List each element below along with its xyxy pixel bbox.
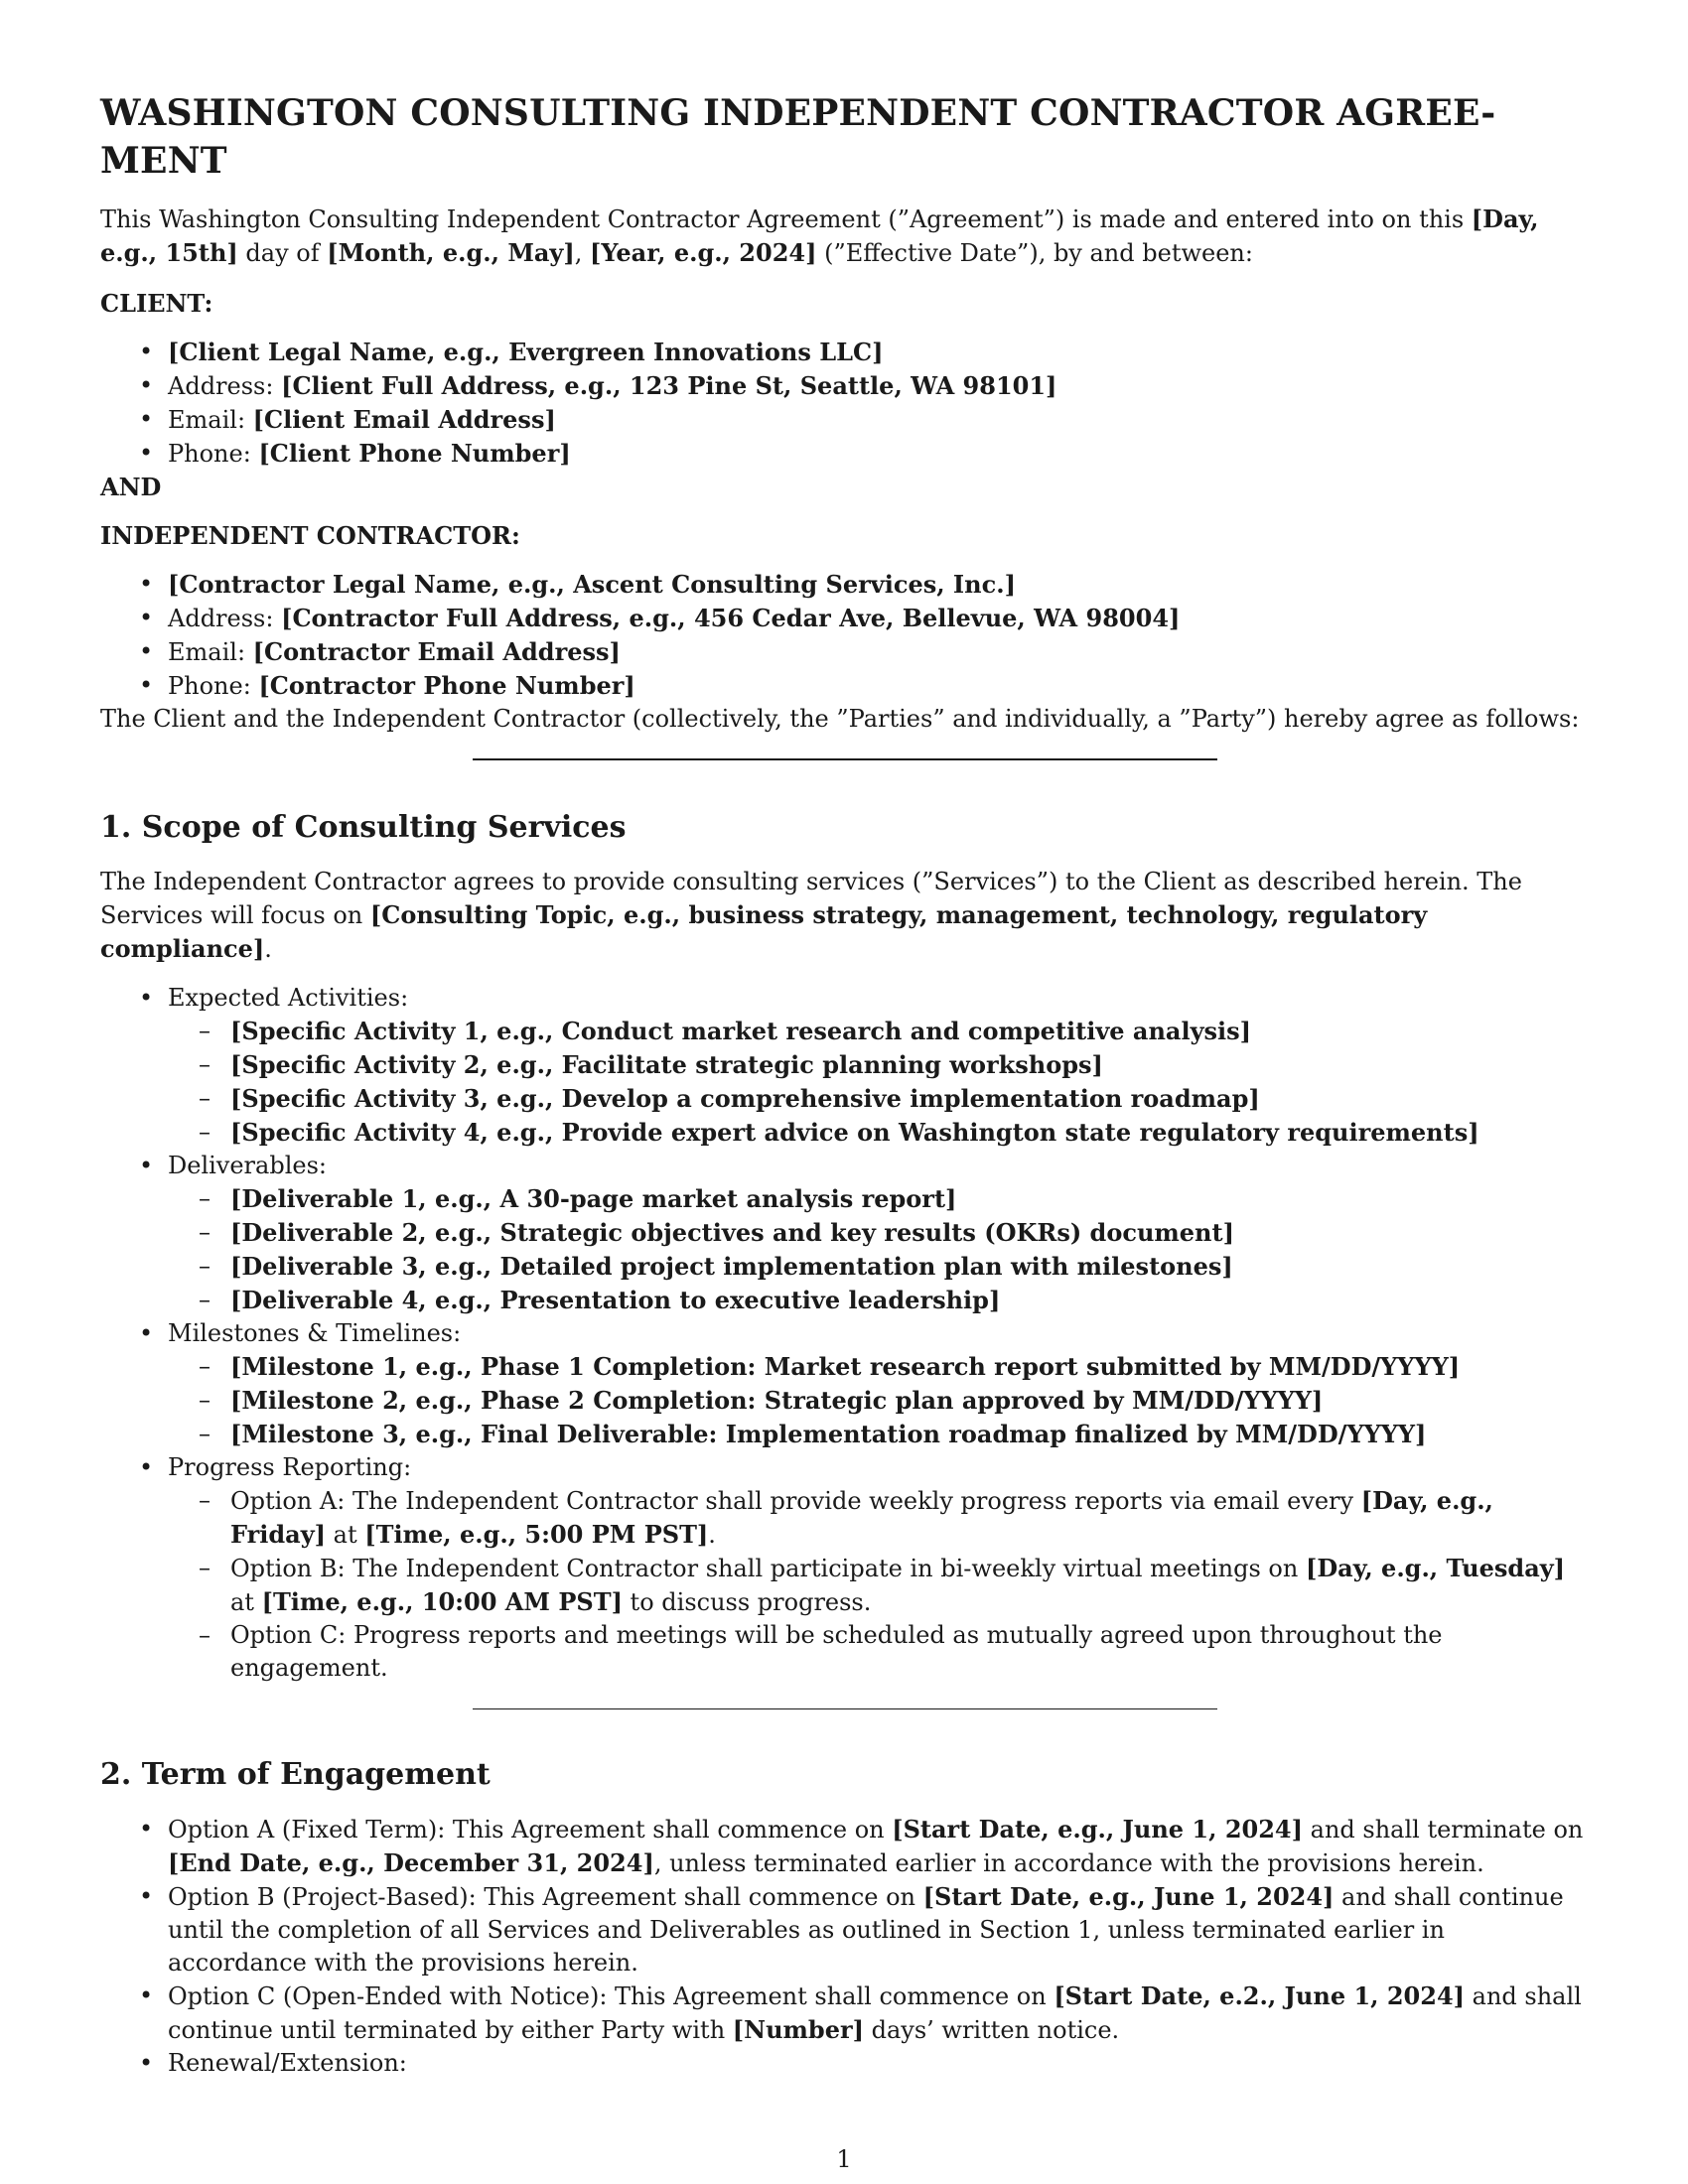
- list-item: [100, 369, 1590, 403]
- list-item: [168, 1484, 1590, 1552]
- document-page: [100, 89, 1590, 2080]
- section-2-heading: 2. Term of Engagement: [100, 1757, 491, 1792]
- list-item: [168, 1384, 1590, 1418]
- option-text: .: [708, 1521, 716, 1549]
- contractor-phone-placeholder: [Contractor Phone Number]: [258, 671, 635, 700]
- list-item: [100, 336, 1590, 369]
- section-1-heading: 1. Scope of Consulting Services: [100, 810, 627, 845]
- intro-paragraph: [100, 203, 1590, 270]
- list-item: [168, 1116, 1590, 1150]
- option-text: Option B: The Independent Contractor shall participate in bi-weekly virtual meetings on: [230, 1555, 1306, 1582]
- milestone-placeholder: [Milestone 2, e.g., Phase 2 Completion: Strategic plan approved by MM/DD/YYYY]: [230, 1386, 1324, 1415]
- scope-list: [100, 982, 1590, 1685]
- activity-placeholder: [Specific Activity 3, e.g., Develop a comprehensive implementation roadmap]: [230, 1084, 1260, 1113]
- horizontal-rule: [473, 758, 1217, 760]
- page-number: 1: [836, 2145, 852, 2173]
- list-item: [100, 1813, 1590, 1880]
- option-text: at: [230, 1588, 262, 1616]
- list-item: [100, 635, 1590, 669]
- activity-placeholder: [Specific Activity 2, e.g., Facilitate strategic planning workshops]: [230, 1050, 1103, 1079]
- list-item: [100, 1451, 1590, 1685]
- deliverables-sublist: [168, 1182, 1590, 1317]
- time-placeholder: [Time, e.g., 10:00 AM PST]: [261, 1587, 623, 1616]
- email-label: Email:: [168, 406, 253, 434]
- list-item: [100, 1150, 1590, 1317]
- list-item: [168, 1048, 1590, 1082]
- list-item: [168, 1182, 1590, 1216]
- notice-days-placeholder: [Number]: [732, 2015, 864, 2044]
- list-item: [168, 1284, 1590, 1317]
- option-text: Option A: The Independent Contractor shall provide weekly progress reports via email every: [230, 1487, 1361, 1515]
- client-details-list: [100, 336, 1590, 471]
- option-text: Option B (Project-Based): This Agreement shall commence on: [168, 1883, 923, 1911]
- horizontal-rule: [473, 1708, 1217, 1709]
- option-text: and shall continue until terminated by either Party with: [168, 1982, 1582, 2044]
- scope-text: The Independent Contractor agrees to provide consulting services (”Services”) to the Client as described herein. The Services will focus on: [100, 868, 1522, 929]
- deliverable-placeholder: [Deliverable 4, e.g., Presentation to executive leadership]: [230, 1286, 1001, 1314]
- deliverable-placeholder: [Deliverable 3, e.g., Detailed project implementation plan with milestones]: [230, 1252, 1233, 1281]
- document-title-line-1: WASHINGTON CONSULTING INDEPENDENT CONTRACTOR AGREE-: [100, 92, 1496, 134]
- day-placeholder: [Day, e.g., Tuesday]: [1305, 1554, 1566, 1582]
- start-date-placeholder: [Start Date, e.g., June 1, 2024]: [892, 1815, 1303, 1843]
- milestones-sublist: [168, 1350, 1590, 1451]
- start-date-placeholder: [Start Date, e.g., June 1, 2024]: [922, 1882, 1335, 1911]
- activities-sublist: [168, 1015, 1590, 1150]
- list-item: [168, 1350, 1590, 1384]
- start-date-placeholder: [Start Date, e.2., June 1, 2024]: [1054, 1981, 1465, 2010]
- option-text: at: [326, 1521, 365, 1549]
- contractor-details-list: [100, 568, 1590, 703]
- activity-placeholder: [Specific Activity 4, e.g., Provide expert advice on Washington state regulatory requirements]: [230, 1118, 1479, 1147]
- client-address-placeholder: [Client Full Address, e.g., 123 Pine St, Seattle, WA 98101]: [281, 371, 1057, 400]
- and-label: AND: [100, 473, 162, 501]
- contractor-address-placeholder: [Contractor Full Address, e.g., 456 Cedar Ave, Bellevue, WA 98004]: [281, 604, 1181, 632]
- list-item: [100, 403, 1590, 437]
- list-item: [168, 1552, 1590, 1619]
- phone-label: Phone:: [168, 440, 259, 468]
- term-options-list: [100, 1813, 1590, 2080]
- consulting-topic-placeholder: [Consulting Topic, e.g., business strategy, management, technology, regulatory compliance]: [100, 900, 1428, 963]
- email-label: Email:: [168, 638, 253, 666]
- option-text: days’ written notice.: [863, 2016, 1120, 2044]
- list-item: [100, 1317, 1590, 1451]
- list-item: [100, 669, 1590, 703]
- milestones-label: Milestones & Timelines:: [168, 1319, 462, 1347]
- deliverable-placeholder: [Deliverable 2, e.g., Strategic objectives and key results (OKRs) document]: [230, 1218, 1234, 1247]
- progress-sublist: [168, 1484, 1590, 1685]
- deliverable-placeholder: [Deliverable 1, e.g., A 30-page market analysis report]: [230, 1184, 957, 1213]
- option-text: Option A (Fixed Term): This Agreement shall commence on: [168, 1816, 893, 1843]
- list-item: [100, 982, 1590, 1150]
- client-email-placeholder: [Client Email Address]: [252, 405, 556, 434]
- option-text: to discuss progress.: [622, 1588, 872, 1616]
- list-item: [168, 1216, 1590, 1250]
- list-item: [168, 1082, 1590, 1116]
- milestone-placeholder: [Milestone 3, e.g., Final Deliverable: Implementation roadmap finalized by MM/DD/YYYY]: [230, 1420, 1427, 1448]
- list-item: [168, 1250, 1590, 1284]
- intro-text: This Washington Consulting Independent Contractor Agreement (”Agreement”) is made and entered into on this: [100, 205, 1472, 233]
- option-text: , unless terminated earlier in accordance with the provisions herein.: [653, 1849, 1484, 1877]
- contractor-label: INDEPENDENT CONTRACTOR:: [100, 521, 520, 550]
- list-item: [168, 1015, 1590, 1048]
- list-item: [100, 1880, 1590, 1979]
- year-placeholder: [Year, e.g., 2024]: [590, 238, 817, 267]
- phone-label: Phone:: [168, 672, 259, 700]
- time-placeholder: [Time, e.g., 5:00 PM PST]: [364, 1520, 709, 1549]
- list-item: [100, 602, 1590, 635]
- deliverables-label: Deliverables:: [168, 1152, 327, 1179]
- option-text: Option C (Open-Ended with Notice): This Agreement shall commence on: [168, 1982, 1055, 2010]
- list-item: [168, 1619, 1590, 1685]
- contractor-name-placeholder: [Contractor Legal Name, e.g., Ascent Consulting Services, Inc.]: [168, 570, 1016, 599]
- scope-paragraph: [100, 866, 1590, 966]
- contractor-email-placeholder: [Contractor Email Address]: [252, 637, 621, 666]
- day-placeholder: [Day, e.g., Friday]: [230, 1486, 1493, 1549]
- scope-text: .: [264, 935, 272, 963]
- client-name-placeholder: [Client Legal Name, e.g., Evergreen Innovations LLC]: [168, 338, 884, 366]
- intro-text: day of: [237, 239, 328, 267]
- activity-placeholder: [Specific Activity 1, e.g., Conduct market research and competitive analysis]: [230, 1017, 1252, 1045]
- document-title: [100, 89, 1590, 185]
- list-item: [100, 1979, 1590, 2047]
- client-phone-placeholder: [Client Phone Number]: [258, 439, 571, 468]
- progress-label: Progress Reporting:: [168, 1453, 412, 1481]
- option-text: Option C: Progress reports and meetings will be scheduled as mutually agreed upon throughout the engagement.: [230, 1621, 1443, 1682]
- intro-text: ,: [574, 239, 590, 267]
- document-title-line-2: MENT: [100, 140, 227, 182]
- list-item: [100, 437, 1590, 471]
- day-placeholder: [Day, e.g., 15th]: [100, 205, 1539, 267]
- address-label: Address:: [168, 605, 282, 632]
- activities-label: Expected Activities:: [168, 984, 409, 1012]
- client-label: CLIENT:: [100, 289, 213, 318]
- list-item: [168, 1418, 1590, 1451]
- intro-text: (”Effective Date”), by and between:: [816, 239, 1253, 267]
- option-text: and shall continue until the completion of all Services and Deliverables as outlined in Section 1, unless terminated earlier in accordance with the provisions herein.: [168, 1883, 1564, 1977]
- milestone-placeholder: [Milestone 1, e.g., Phase 1 Completion: Market research report submitted by MM/DD/YYYY]: [230, 1352, 1461, 1381]
- option-text: and shall terminate on: [1303, 1816, 1584, 1843]
- list-item: [100, 2047, 1590, 2080]
- address-label: Address:: [168, 372, 282, 400]
- end-date-placeholder: [End Date, e.g., December 31, 2024]: [168, 1848, 654, 1877]
- list-item: [100, 568, 1590, 602]
- parties-paragraph: The Client and the Independent Contractor (collectively, the ”Parties” and individually, a ”Party”) hereby agree as follows:: [100, 705, 1580, 733]
- renewal-label: Renewal/Extension:: [168, 2049, 407, 2077]
- month-placeholder: [Month, e.g., May]: [327, 238, 575, 267]
